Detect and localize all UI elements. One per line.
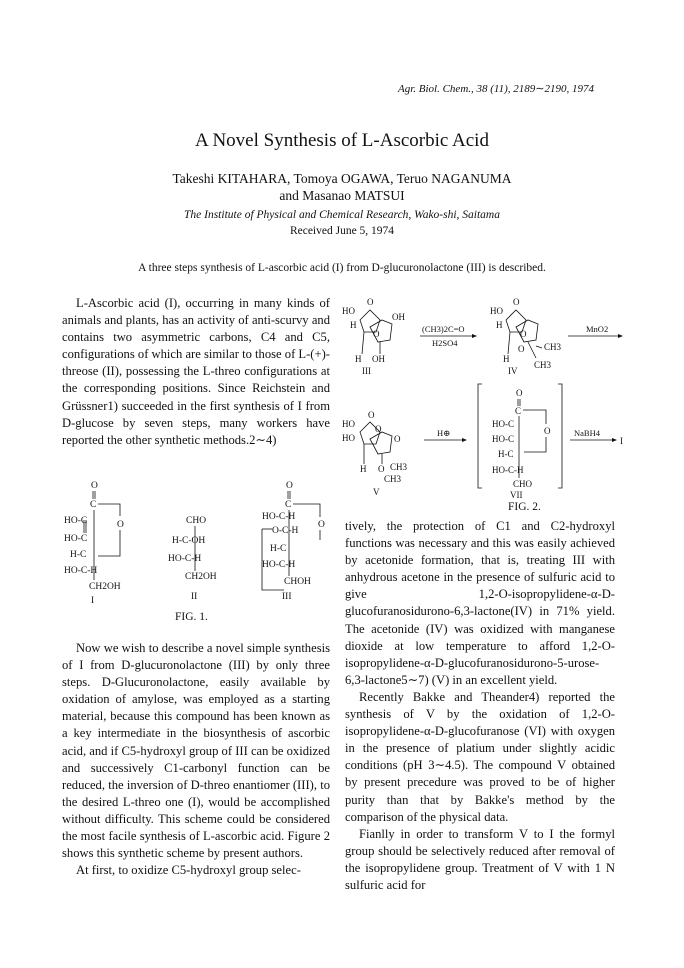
reagent-h2so4: H2SO4 bbox=[432, 338, 458, 348]
s3-choh: CHOH bbox=[284, 577, 311, 587]
s3-h-c: H-C bbox=[270, 544, 287, 554]
s3b-o-top: O bbox=[367, 297, 374, 307]
s3-label: III bbox=[282, 592, 292, 602]
main-text-right bbox=[345, 518, 615, 894]
s5-ho-1: HO bbox=[342, 419, 355, 429]
s5-o-2: O bbox=[394, 434, 401, 444]
reagent-h-plus: H⊕ bbox=[437, 428, 451, 438]
s5-ch3-2: CH3 bbox=[384, 474, 402, 484]
scheme-III bbox=[342, 297, 405, 376]
structure-III bbox=[262, 481, 325, 602]
s5-o-ring: O bbox=[375, 424, 382, 434]
arrow-acetonide bbox=[420, 324, 477, 348]
scheme-VII bbox=[478, 384, 562, 500]
authors-line-1: Takeshi KITAHARA, Tomoya OGAWA, Teruo NAGANUMA bbox=[172, 171, 512, 186]
arrow-nabh4 bbox=[570, 428, 623, 446]
s1-ho-c-2: HO-C bbox=[64, 534, 88, 544]
scheme-label-III: III bbox=[362, 366, 371, 376]
structure-II bbox=[168, 516, 217, 602]
right-paragraph-1: tively, the protection of C1 and C2-hydroxyl functions was necessary and this was easily achieved by acetonide formation, that is, treating III with anhydrous acetone in the presence of sulfuric acid to give 1,2-O-isopropylidene-α-D-glucofuranosidurono-6,3-lactone(IV) in 71% yield. The acetonide (IV) was oxidized with manganese dioxide at low temperature to afford 1,2-O-isopropylidene-α-D-glucofuranosidurono-5-urose-6,3-lactone5∼7) (V) in an excellent yield. bbox=[345, 519, 615, 687]
s2-cho: CHO bbox=[186, 516, 207, 526]
main-text-left bbox=[62, 640, 330, 879]
s3b-o-ring: O bbox=[373, 329, 380, 339]
s7-c: C bbox=[515, 406, 522, 416]
s1-c: C bbox=[90, 500, 97, 510]
s1-o-top: O bbox=[91, 481, 98, 491]
reagent-mno2: MnO2 bbox=[586, 324, 609, 334]
s1-ho-c-1: HO-C bbox=[64, 516, 88, 526]
scheme-V bbox=[342, 410, 408, 497]
right-paragraph-3: Fianlly in order to transform V to I the formyl group should be selectively reduced after removal of the isopropylidene group. Treatment of V with 1 N sulfuric acid for bbox=[345, 826, 615, 892]
s1-ring-o: O bbox=[117, 520, 124, 530]
right-paragraph-2: Recently Bakke and Theander4) reported the synthesis of V by the oxidation of 1,2-O-isopropylidene-α-D-glucofuranose (VI) with oxygen in the presence of platium under slightly acidic conditions (pH 3∼4.5). The compound V obtained by present precedure was proved to be of higher purity than that by Bakke's method by the comparison of the physical data. bbox=[345, 689, 615, 824]
s4-o2: O bbox=[518, 344, 525, 354]
structure-I bbox=[64, 481, 124, 606]
scheme-label-VII: VII bbox=[510, 490, 523, 500]
left-paragraph-2: At first, to oxidize C5-hydroxyl group selec- bbox=[76, 863, 301, 878]
received-date: Received June 5, 1974 bbox=[289, 225, 395, 237]
authors-line-2: and Masanao MATSUI bbox=[279, 188, 405, 203]
s7-ho-c-1: HO-C bbox=[492, 419, 514, 429]
s7-ring-o: O bbox=[544, 426, 551, 436]
s2-ho-c-h: HO-C-H bbox=[168, 554, 202, 564]
s3-o-c-h: O-C-H bbox=[272, 526, 299, 536]
s7-h-c: H-C bbox=[498, 449, 514, 459]
article-title: A Novel Synthesis of L-Ascorbic Acid bbox=[195, 130, 489, 151]
s3-ho-c-h: HO-C-H bbox=[262, 512, 296, 522]
s2-label: II bbox=[191, 592, 198, 602]
scheme-IV bbox=[490, 297, 562, 376]
s3b-h1: H bbox=[350, 320, 357, 330]
s7-ho-c-2: HO-C bbox=[492, 434, 514, 444]
figure-1 bbox=[62, 480, 337, 625]
s3b-oh2: OH bbox=[372, 354, 385, 364]
s4-h2: H bbox=[503, 354, 510, 364]
s5-ho-2: HO bbox=[342, 433, 355, 443]
reagent-nabh4: NaBH4 bbox=[574, 428, 600, 438]
s2-ch2oh: CH2OH bbox=[185, 572, 217, 582]
author-list bbox=[0, 170, 684, 204]
s1-label: I bbox=[91, 596, 95, 606]
s4-ho: HO bbox=[490, 306, 503, 316]
s1-ho-c-h: HO-C-H bbox=[64, 566, 98, 576]
affiliation: The Institute of Physical and Chemical Research, Wako-shi, Saitama bbox=[184, 209, 500, 221]
scheme-label-IV: IV bbox=[508, 366, 518, 376]
reagent-acetone: (CH3)2C=O bbox=[422, 324, 465, 334]
s5-o-top: O bbox=[368, 410, 375, 420]
s3-ring-o: O bbox=[318, 520, 325, 530]
journal-citation: Agr. Biol. Chem., 38 (11), 2189∼2190, 1974 bbox=[397, 83, 594, 95]
s5-h: H bbox=[360, 464, 367, 474]
arrow-acid bbox=[424, 428, 467, 442]
s1-h-c: H-C bbox=[70, 550, 87, 560]
intro-paragraph: L-Ascorbic acid (I), occurring in many kinds of animals and plants, has an activity of anti-scurvy and contains two asymmetric carbons, C4 and C5, configurations of which are similar to those of L-(+)-threose (II), possessing the L-threo configurations at the corresponding positions. Since Reichstein and Grüssner1) succeeded in the first synthesis of I from D-glucose by seven steps, many workers have reported the other synthetic methods.2∼4) bbox=[62, 296, 330, 447]
s4-o-top: O bbox=[513, 297, 520, 307]
arrow-mno2 bbox=[568, 324, 623, 338]
s7-ho-c-h: HO-C-H bbox=[492, 465, 524, 475]
scheme-label-V: V bbox=[373, 487, 380, 497]
s4-o-ring: O bbox=[520, 329, 527, 339]
figure-2-caption: FIG. 2. bbox=[508, 501, 541, 513]
s3-c: C bbox=[285, 500, 292, 510]
s4-h1: H bbox=[496, 320, 503, 330]
figure-2 bbox=[340, 292, 630, 514]
s4-ch3-2: CH3 bbox=[534, 360, 552, 370]
s4-ch3-1: CH3 bbox=[544, 342, 562, 352]
s1-ch2oh: CH2OH bbox=[89, 582, 121, 592]
s3b-h2: H bbox=[355, 354, 362, 364]
s7-o-top: O bbox=[516, 388, 523, 398]
s3-o-top: O bbox=[286, 481, 293, 491]
left-paragraph-1: Now we wish to describe a novel simple synthesis of I from D-glucuronolactone (III) by only three steps. D-Glucuronolactone, easily available by oxidation of amylose, was employed as a starting material, because this compound has been known as a key intermediate in the biosynthesis of ascorbic acid, and if C5-hydroxyl group of III can be oxidized and successively C1-carbonyl function can be reduced, the inversion of D-threo enantiomer (III), to the desired L-threo one (I), would be accomplished without difficulty. This scheme could be considered the most facile synthesis of L-ascorbic acid. Figure 2 shows this synthetic scheme by present authors. bbox=[62, 641, 330, 861]
s7-cho: CHO bbox=[513, 479, 533, 489]
figure-1-caption: FIG. 1. bbox=[175, 611, 208, 623]
s3-ho-c-h-2: HO-C-H bbox=[262, 560, 296, 570]
abstract: A three steps synthesis of L-ascorbic acid (I) from D-glucuronolactone (III) is described. bbox=[138, 262, 546, 274]
intro-column bbox=[62, 295, 330, 449]
s5-o-3: O bbox=[378, 464, 385, 474]
scheme-label-I: I bbox=[620, 436, 623, 446]
s2-h-c-oh: H-C-OH bbox=[172, 536, 206, 546]
s3b-oh: OH bbox=[392, 312, 405, 322]
s5-ch3-1: CH3 bbox=[390, 462, 408, 472]
s3b-ho: HO bbox=[342, 306, 355, 316]
